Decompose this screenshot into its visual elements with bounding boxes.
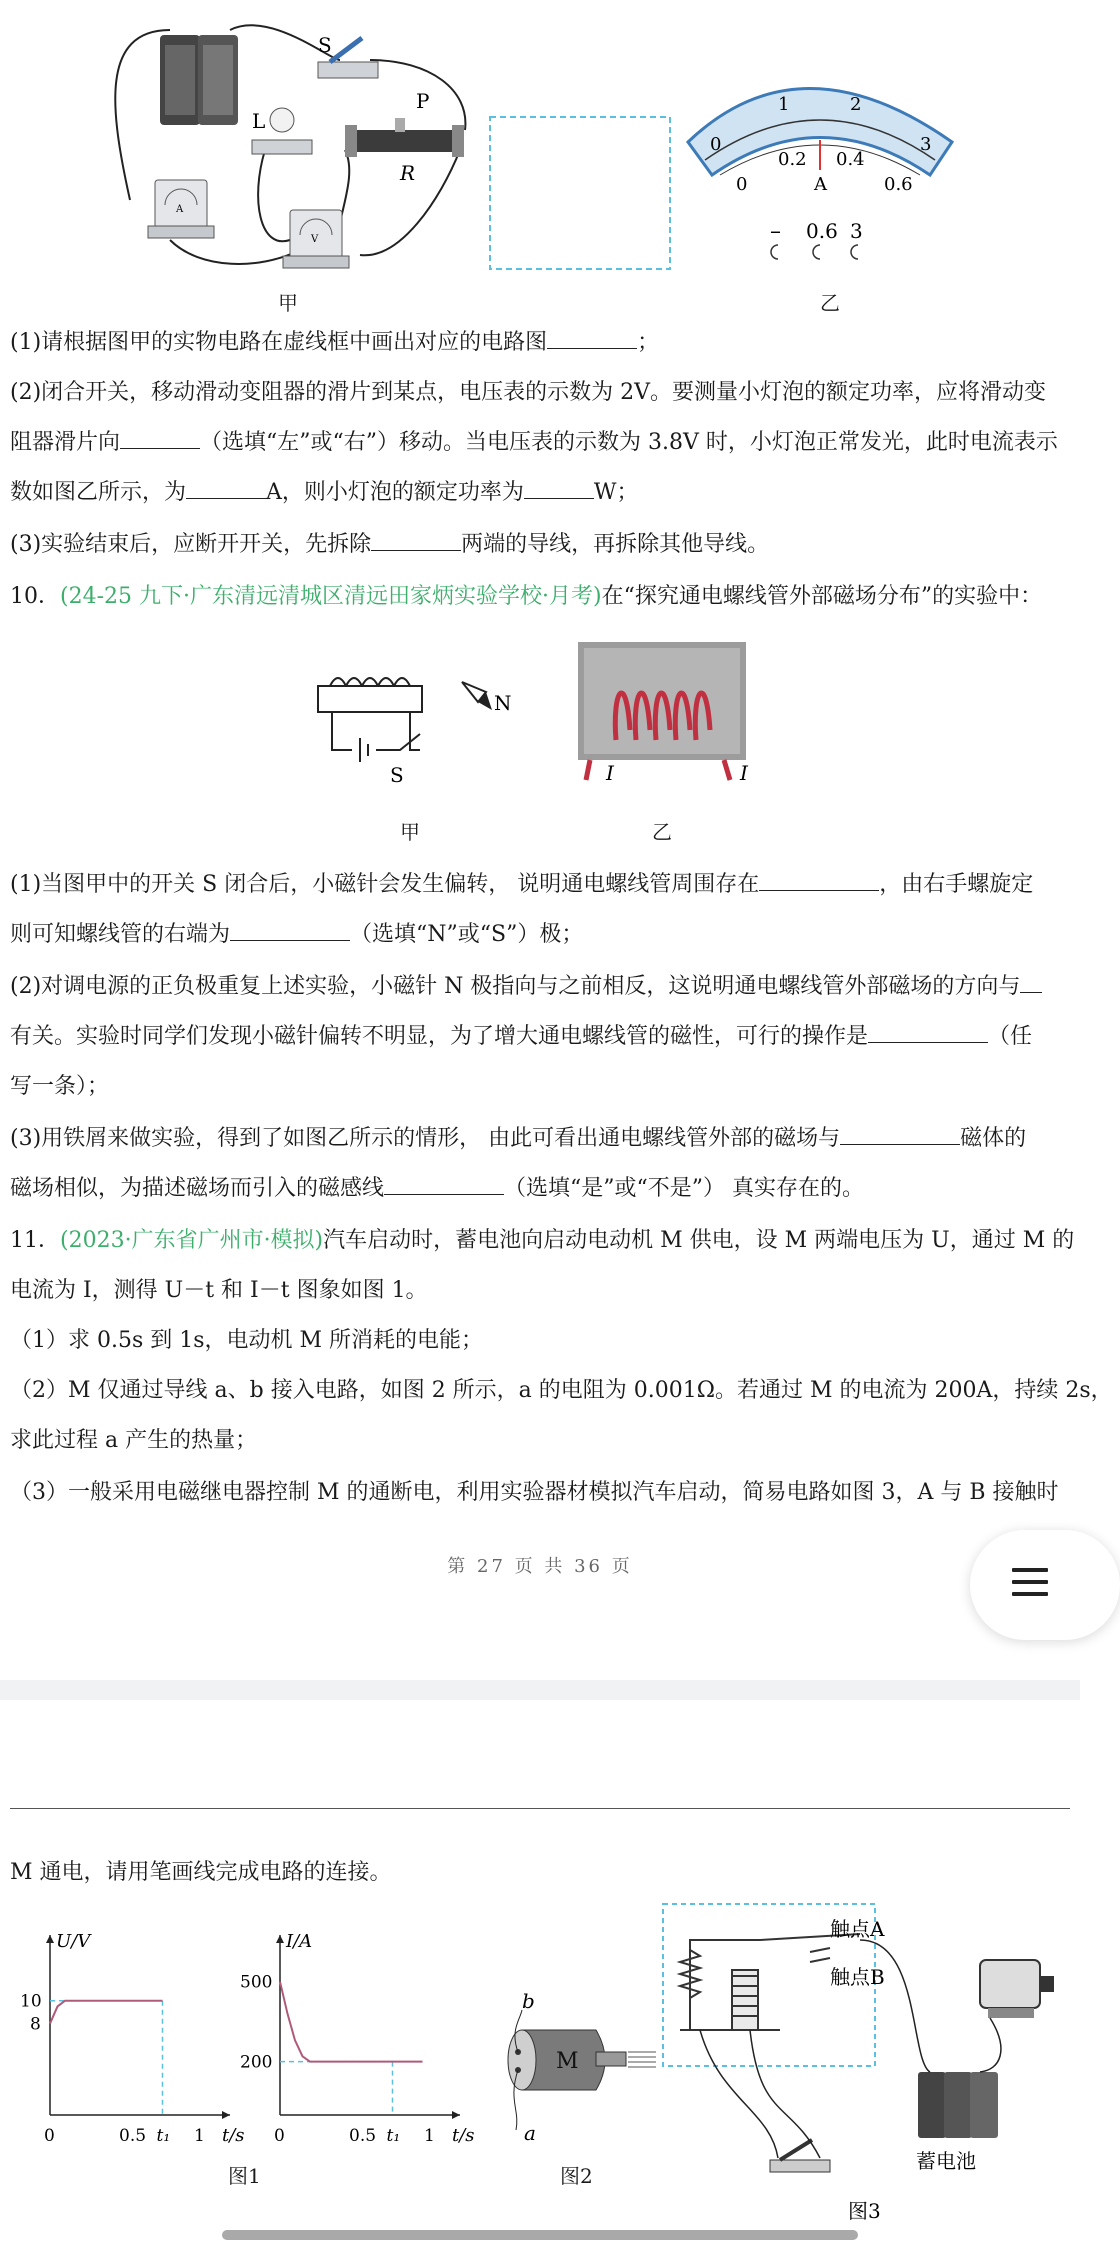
y-tick-label: 10 (20, 1991, 42, 2012)
q11-part3-line1: （3）一般采用电磁继电器控制 M 的通断电，利用实验器材模拟汽车启动，简易电路如图 3，A 与 B 接触时 (10, 1480, 1059, 1505)
q10-header: 10．(24-25 九下·广东清远清城区清远田家炳实验学校·月考)在“探究通电螺线管外部磁场分布”的实验中： (10, 584, 1043, 609)
y-axis-label: U/V (56, 1931, 91, 1952)
x-axis-arrow (452, 2111, 460, 2119)
q9-part2-line1: (2)闭合开关，移动滑动变阻器的滑片到某点，电压表的示数为 2V。要测量小灯泡的额定功率，应将滑动变 (10, 380, 1047, 405)
inner-tick-02: 0.2 (778, 149, 807, 170)
y-axis-arrow (46, 1935, 54, 1943)
meter-unit: A (814, 174, 827, 195)
label-i-left: I (606, 761, 614, 785)
label-m: M (556, 2049, 579, 2074)
x-tick-label: t₁ (386, 2126, 401, 2146)
q9-part2-line2: 阻器滑片向 （选填“左”或“右”）移动。当电压表的示数为 3.8V 时，小灯泡正常发光，此时电流表示 (10, 430, 1058, 455)
terminal-knobs (771, 245, 858, 259)
x-tick-label: t₁ (156, 2126, 171, 2146)
caption-fig3: 图3 (848, 2199, 881, 2223)
solenoid-diagram (318, 678, 422, 762)
figure-solenoid (0, 630, 1080, 850)
q11-intro-line1: 11．(2023·广东省广州市·模拟)汽车启动时，蓄电池向启动电动机 M 供电，设 M 两端电压为 U，通过 M 的 (10, 1228, 1075, 1253)
y-tick-label: 500 (240, 1972, 273, 1993)
q10-source: (24-25 九下·广东清远清城区清远田家炳实验学校·月考) (60, 584, 602, 609)
battery-image (160, 35, 238, 125)
q10-part1-line1: (1)当图甲中的开关 S 闭合后，小磁针会发生偏转， 说明通电螺线管周围存在 ，由右手螺旋定 (10, 872, 1034, 897)
label-s-switch: S (390, 763, 404, 787)
caption-yi-solenoid: 乙 (652, 820, 672, 844)
q10-part1-line2: 则可知螺线管的右端为 （选填“N”或“S”）极； (10, 922, 584, 947)
q11-part3-line2: M 通电，请用笔画线完成电路的连接。 (10, 1860, 392, 1885)
inner-tick-0: 0 (736, 174, 748, 195)
q10-part3-line1: (3)用铁屑来做实验，得到了如图乙所示的情形， 由此可看出通电螺线管外部的磁场与 磁体的 (10, 1126, 1027, 1151)
terminal-neg: – (770, 219, 781, 244)
x-tick-label: 0 (44, 2126, 55, 2146)
x-axis-label: t/s (452, 2125, 475, 2146)
terminal-06: 0.6 (806, 219, 838, 243)
page-number: 第 27 页 共 36 页 (447, 1556, 633, 1577)
q11-source: (2023·广东省广州市·模拟) (60, 1228, 324, 1253)
rheostat-image (345, 118, 464, 157)
outer-tick-1: 1 (778, 94, 790, 115)
page-gap (0, 1680, 1080, 1700)
empty-circuit-box (490, 117, 670, 269)
chart-u-t (0, 1930, 245, 2146)
q11-intro-line2: 电流为 I，测得 U－t 和 I－t 图象如图 1。 (10, 1278, 428, 1303)
label-l: L (252, 109, 266, 133)
caption-yi-top: 乙 (820, 291, 840, 315)
q10-part3-line2: 磁场相似，为描述磁场而引入的磁感线 （选填“是”或“不是”） 真实存在的。 (10, 1176, 864, 1201)
x-tick-label: 0.5 (119, 2126, 147, 2146)
q10-part2-line2: 有关。实验时同学们发现小磁针偏转不明显，为了增大通电螺线管的磁性，可行的操作是 （任 (10, 1024, 1033, 1049)
figure-motor (500, 1990, 670, 2150)
outer-tick-3: 3 (920, 134, 932, 155)
label-battery: 蓄电池 (916, 2149, 976, 2173)
caption-jia-solenoid: 甲 (400, 820, 420, 844)
figure-circuit-ammeter (0, 0, 1080, 320)
figure-relay-circuit (660, 1900, 1070, 2230)
series-line (280, 1982, 423, 2062)
y-tick-label: 8 (30, 2014, 41, 2035)
q10-part2-line3: 写一条）； (10, 1074, 110, 1099)
ammeter-dial (688, 89, 952, 176)
q11-part2-line2: 求此过程 a 产生的热量； (10, 1428, 258, 1453)
outer-tick-0: 0 (710, 134, 722, 155)
battery-small-image (918, 2072, 998, 2138)
terminal-3: 3 (850, 219, 863, 243)
q10-part2-line1: (2)对调电源的正负极重复上述实验，小磁针 N 极指向与之前相反，这说明通电螺线管外部磁场的方向与 (10, 972, 1070, 1002)
x-tick-label: 0.5 (349, 2126, 377, 2146)
q9-part1: (1)请根据图甲的实物电路在虚线框中画出对应的电路图 ； (10, 330, 660, 355)
x-tick-label: 1 (194, 2126, 205, 2146)
series-line (50, 2001, 163, 2024)
label-n: N (494, 691, 512, 715)
y-axis-arrow (276, 1935, 284, 1943)
label-contact-b: 触点B (830, 1965, 885, 1989)
label-r: R (400, 161, 416, 185)
q9-part2-line3: 数如图乙所示，为 A，则小灯泡的额定功率为 W； (10, 480, 639, 505)
inner-tick-06: 0.6 (884, 174, 913, 195)
q9-part3: (3)实验结束后，应断开开关，先拆除 两端的导线，再拆除其他导线。 (10, 532, 770, 557)
x-tick-label: 0 (274, 2126, 285, 2146)
inner-tick-04: 0.4 (836, 149, 865, 170)
compass-needle-icon (462, 682, 492, 710)
q11-part1: （1）求 0.5s 到 1s，电动机 M 所消耗的电能； (10, 1328, 484, 1353)
chart-i-t (230, 1930, 480, 2146)
q11-part2-line1: （2）M 仅通过导线 a、b 接入电路，如图 2 所示，a 的电阻为 0.001Ω。若通过 M 的电流为 200A，持续 2s， (10, 1378, 1113, 1403)
outer-tick-2: 2 (850, 94, 862, 115)
y-tick-label: 200 (240, 2052, 273, 2073)
motor-small-image (980, 1960, 1054, 2018)
horizontal-scrollbar[interactable] (222, 2230, 858, 2240)
y-axis-label: I/A (286, 1931, 313, 1952)
caption-fig1: 图1 (228, 2164, 261, 2188)
x-axis-arrow (222, 2111, 230, 2119)
caption-jia-top: 甲 (278, 291, 298, 315)
label-a: a (524, 2121, 536, 2145)
label-b: b (522, 1989, 535, 2013)
label-a-device: A (176, 204, 184, 215)
motor-image (508, 2010, 656, 2130)
label-v-device: V (311, 234, 319, 245)
label-contact-a: 触点A (830, 1917, 885, 1941)
floating-menu-button[interactable] (970, 1530, 1120, 1640)
iron-filings-photo (578, 642, 746, 780)
x-tick-label: 1 (424, 2126, 435, 2146)
label-p: P (416, 89, 430, 113)
header-rule (10, 1808, 1070, 1809)
x-axis-label: t/s (222, 2125, 245, 2146)
switch-small-image (770, 2140, 830, 2172)
caption-fig2: 图2 (560, 2164, 593, 2188)
label-i-right: I (740, 761, 748, 785)
label-s: S (318, 33, 332, 57)
hamburger-menu-icon (1012, 1568, 1048, 1598)
